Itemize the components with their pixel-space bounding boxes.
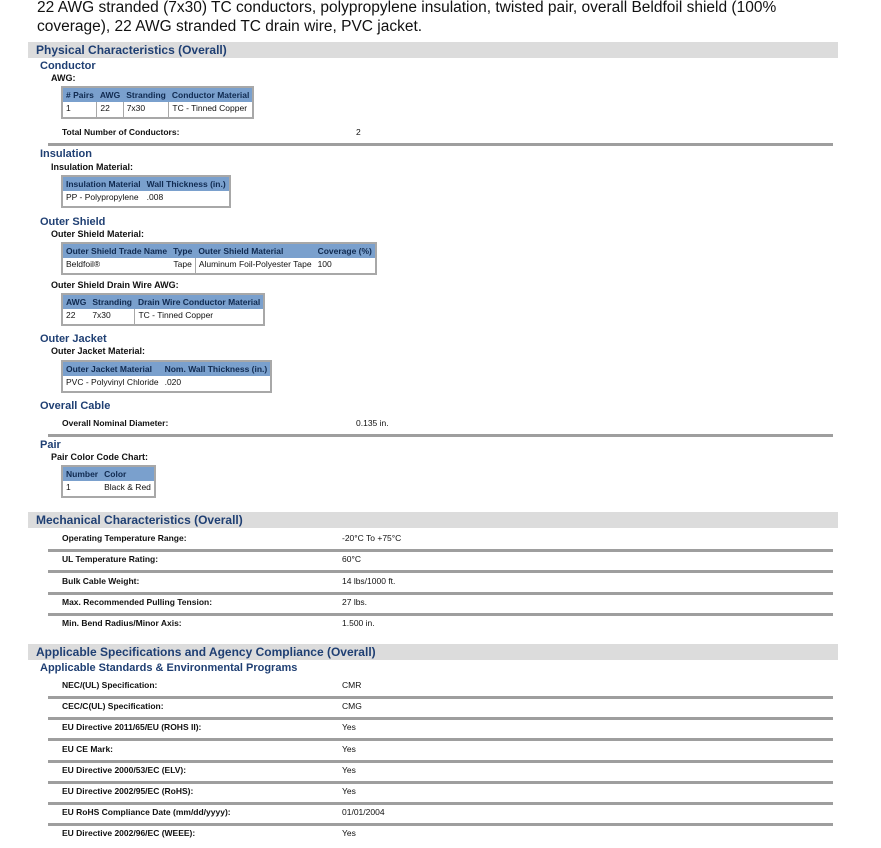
- spec-label: EU RoHS Compliance Date (mm/dd/yyyy):: [62, 807, 231, 818]
- table-header-row: [62, 361, 271, 376]
- spec-value: Yes: [342, 743, 356, 754]
- column-header: Outer Jacket Material: [62, 361, 162, 376]
- column-header: Color: [101, 466, 155, 481]
- table-cell: PVC - Polyvinyl Chloride: [62, 376, 162, 392]
- table-cell: Beldfoil®: [62, 258, 170, 274]
- table-cell: 100: [315, 258, 376, 274]
- section-header-compliance: [28, 644, 838, 660]
- column-header: Stranding: [123, 87, 169, 102]
- table-cell: .008: [144, 191, 230, 207]
- spec-value: 60°C: [342, 554, 361, 565]
- table-cell: 22: [62, 309, 89, 325]
- spec-label: EU Directive 2002/96/EC (WEEE):: [62, 828, 196, 839]
- column-header: Outer Shield Trade Name: [62, 243, 170, 258]
- table-cell: Black & Red: [101, 481, 155, 497]
- spec-value: -20°C To +75°C: [342, 533, 402, 543]
- column-header: Stranding: [89, 294, 135, 309]
- column-header: Type: [170, 243, 195, 258]
- spec-value: Yes: [342, 828, 356, 839]
- subsection-outer-jacket: Outer Jacket: [40, 333, 107, 345]
- spec-label: Overall Nominal Diameter:: [62, 418, 169, 428]
- table-header-row: [62, 176, 230, 191]
- insulation-material-label: Insulation Material:: [51, 162, 134, 172]
- table-cell: PP - Polypropylene: [62, 191, 144, 207]
- table-header-row: [62, 294, 264, 309]
- outer-shield-material-label: Outer Shield Material:: [51, 229, 145, 239]
- spec-value: 1.500 in.: [342, 618, 375, 629]
- spec-value: 2: [356, 127, 361, 137]
- spec-label: Max. Recommended Pulling Tension:: [62, 596, 213, 607]
- spec-value: 14 lbs/1000 ft.: [342, 575, 396, 586]
- spec-value: Yes: [342, 764, 356, 775]
- column-header: Insulation Material: [62, 176, 144, 191]
- column-header: # Pairs: [62, 87, 97, 102]
- spec-label: UL Temperature Rating:: [62, 554, 159, 565]
- column-header: Number: [62, 466, 101, 481]
- spec-value: Yes: [342, 722, 356, 733]
- spec-value: 0.135 in.: [356, 418, 389, 428]
- section-title: Physical Characteristics (Overall): [36, 43, 227, 57]
- spec-row: [48, 613, 833, 634]
- table-header-row: [62, 466, 155, 481]
- spec-label: Operating Temperature Range:: [62, 533, 187, 543]
- product-description: 22 AWG stranded (7x30) TC conductors, polypropylene insulation, twisted pair, overall Beldfoil shield (100% coverage), 22 AWG stranded TC drain wire, PVC jacket.: [37, 0, 777, 35]
- spec-row-total-conductors: [48, 122, 833, 146]
- table-row: [62, 102, 253, 118]
- spec-label: Min. Bend Radius/Minor Axis:: [62, 618, 182, 629]
- spec-value: Yes: [342, 786, 356, 796]
- outer-shield-table: [61, 242, 377, 275]
- subsection-outer-shield: Outer Shield: [40, 216, 106, 228]
- subsection-conductor: Conductor: [40, 60, 96, 72]
- spec-value: 01/01/2004: [342, 807, 385, 818]
- table-cell: 22: [97, 102, 123, 118]
- section-title: Applicable Specifications and Agency Compliance (Overall): [36, 645, 376, 659]
- spec-value: 27 lbs.: [342, 596, 368, 607]
- column-header: Wall Thickness (in.): [144, 176, 230, 191]
- table-cell: .020: [162, 376, 272, 392]
- outer-jacket-material-label: Outer Jacket Material:: [51, 346, 146, 356]
- column-header: Coverage (%): [315, 243, 376, 258]
- spec-value: CMR: [342, 680, 362, 690]
- pair-color-table: [61, 465, 156, 498]
- table-header-row: [62, 243, 376, 258]
- column-header: AWG: [97, 87, 123, 102]
- table-cell: 7x30: [123, 102, 169, 118]
- spec-label: CEC/C(UL) Specification:: [62, 701, 164, 712]
- table-row: [62, 481, 155, 497]
- section-header-physical: [28, 42, 838, 58]
- column-header: AWG: [62, 294, 89, 309]
- subsection-insulation: Insulation: [40, 148, 92, 160]
- table-cell: TC - Tinned Copper: [135, 309, 264, 325]
- spec-label: EU Directive 2002/95/EC (RoHS):: [62, 786, 194, 796]
- table-cell: Tape: [170, 258, 195, 274]
- insulation-table: [61, 175, 231, 208]
- table-cell: TC - Tinned Copper: [169, 102, 253, 118]
- table-header-row: [62, 87, 253, 102]
- spec-row: [48, 823, 833, 844]
- table-row: [62, 376, 271, 392]
- column-header: Nom. Wall Thickness (in.): [162, 361, 272, 376]
- spec-label: Total Number of Conductors:: [62, 127, 180, 137]
- drain-wire-label: Outer Shield Drain Wire AWG:: [51, 280, 179, 290]
- subsection-pair: Pair: [40, 439, 61, 451]
- outer-jacket-table: [61, 360, 272, 393]
- section-header-mechanical: [28, 512, 838, 528]
- column-header: Conductor Material: [169, 87, 253, 102]
- table-row: [62, 258, 376, 274]
- spec-label: EU CE Mark:: [62, 743, 114, 754]
- table-row: [62, 191, 230, 207]
- section-title: Mechanical Characteristics (Overall): [36, 513, 243, 527]
- column-header: Outer Shield Material: [195, 243, 314, 258]
- drain-wire-table: [61, 293, 265, 326]
- conductor-table: [61, 86, 254, 119]
- column-header: Drain Wire Conductor Material: [135, 294, 264, 309]
- table-row: [62, 309, 264, 325]
- table-cell: 7x30: [89, 309, 135, 325]
- subsection-overall-cable: Overall Cable: [40, 400, 111, 412]
- spec-row-nominal-diameter: [48, 413, 833, 437]
- spec-label: NEC/(UL) Specification:: [62, 680, 158, 690]
- pair-color-chart-label: Pair Color Code Chart:: [51, 452, 149, 462]
- table-cell: 1: [62, 102, 97, 118]
- spec-label: EU Directive 2011/65/EU (ROHS II):: [62, 722, 202, 733]
- table-cell: 1: [62, 481, 101, 497]
- spec-label: Bulk Cable Weight:: [62, 575, 140, 586]
- table-cell: Aluminum Foil-Polyester Tape: [195, 258, 314, 274]
- subsection-standards: Applicable Standards & Environmental Programs: [40, 662, 298, 674]
- awg-label: AWG:: [51, 73, 76, 83]
- spec-label: EU Directive 2000/53/EC (ELV):: [62, 764, 187, 775]
- spec-value: CMG: [342, 701, 362, 712]
